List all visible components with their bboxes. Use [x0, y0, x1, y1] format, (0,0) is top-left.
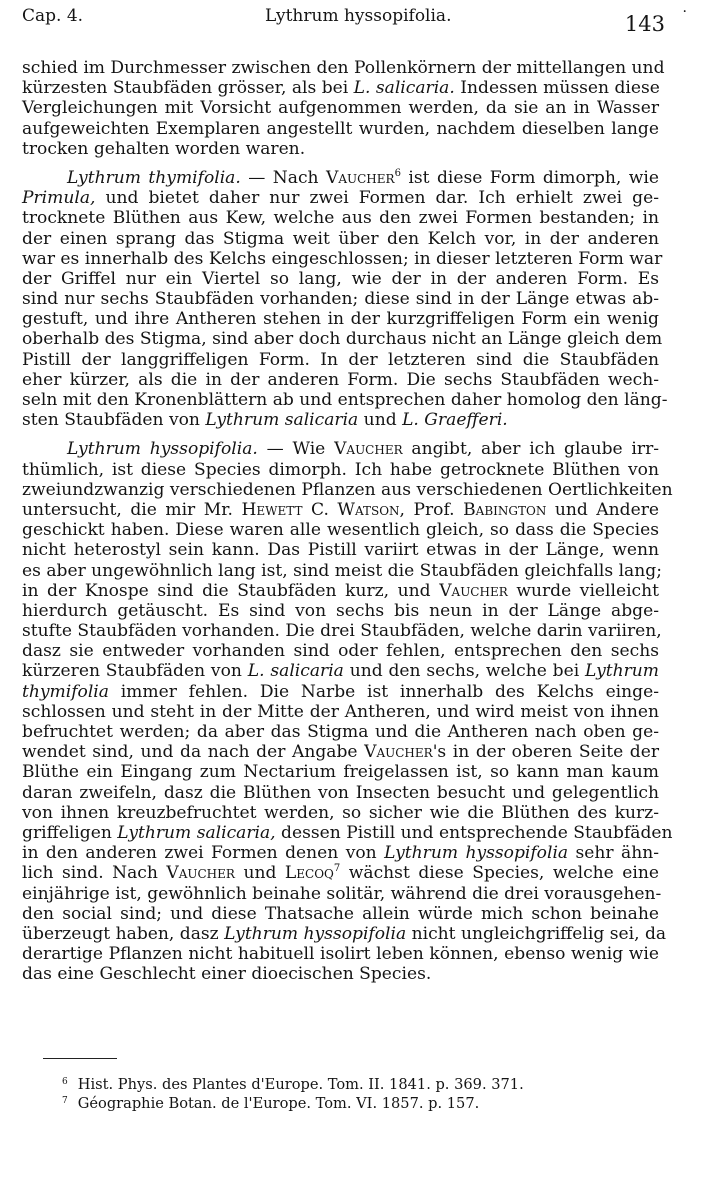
paragraph-gap: [22, 159, 659, 168]
italic-run: Lythrum salicaria,: [117, 822, 276, 843]
text-run: Pistill der langgriffeligen Form. In der letzteren sind die Staubfäden: [22, 349, 659, 370]
text-run: geschickt haben. Diese waren alle wesentlich gleich, so dass die Species: [22, 520, 659, 541]
text-run: und den sechs, welche bei: [343, 661, 586, 682]
text-line: [22, 98, 659, 118]
footnote-ref: 7: [333, 863, 341, 875]
footnote-text: Hist. Phys. des Plantes d'Europe. Tom. II. 1841. p. 369. 371.: [77, 1076, 524, 1093]
text-run: sind nur sechs Staubfäden vorhanden; diese sind in der Länge etwas ab-: [22, 289, 659, 310]
text-run: dasz sie entweder vorhanden sind oder fehlen, entsprechen den sechs: [22, 641, 659, 662]
italic-run: L. Graefferi.: [402, 410, 508, 431]
text-line: [22, 621, 662, 642]
paragraph-1: [22, 58, 665, 159]
text-run: immer fehlen. Die Narbe ist innerhalb des Kelchs einge-: [108, 681, 659, 702]
text-run: in der Knospe sind die Staubfäden kurz, und: [22, 580, 440, 601]
text-line: [22, 904, 659, 924]
text-line: [22, 410, 659, 430]
text-line: [22, 581, 659, 601]
small-caps-name: Vaucher: [364, 742, 433, 763]
small-caps-name: Vaucher: [325, 167, 395, 188]
text-run: C.: [302, 499, 338, 520]
footnote-ref: 6: [394, 167, 401, 179]
text-line: [22, 139, 659, 159]
italic-run: Lythrum hyssopifolia: [224, 923, 407, 944]
text-run: der einen sprang das Stigma weit über den Kelch vor, in der anderen: [22, 228, 659, 249]
text-run: und bietet daher nur zwei Formen dar. Ich erhielt zwei ge-: [95, 188, 659, 209]
text-line: [22, 762, 659, 782]
text-line: [22, 560, 662, 581]
text-line: [22, 803, 659, 823]
paragraph-2: [22, 167, 668, 431]
text-line: [22, 208, 659, 228]
small-caps-name: Vaucher: [439, 580, 508, 601]
italic-run: Lythrum hyssopifolia: [384, 843, 569, 864]
italic-run: Lythrum salicaria: [205, 410, 359, 431]
text-run: wurde vielleicht: [507, 580, 659, 601]
text-run: war es innerhalb des Kelchs eingeschlossen; in dieser letzteren Form war: [22, 248, 663, 269]
running-header: [22, 4, 687, 36]
text-run: und: [358, 410, 403, 431]
small-caps-name: Babington: [463, 499, 547, 520]
text-run: dessen Pistill und entsprechende Staubfäden: [275, 822, 673, 843]
text-line: [22, 641, 659, 661]
text-run: — Wie: [257, 439, 335, 460]
footnotes: [62, 1076, 524, 1113]
text-line: [22, 923, 667, 944]
text-run: sehr ähn-: [568, 843, 659, 864]
text-run: und Andere: [546, 499, 659, 520]
text-run: untersucht, die mir Mr.: [22, 499, 242, 520]
text-run: zweiundzwanzig verschiedenen Pflanzen aus verschiedenen Oertlichkeiten: [22, 479, 673, 500]
text-run: und: [234, 863, 285, 884]
text-run: befruchtet werden; da aber das Stigma und die Antheren nach oben ge-: [22, 722, 659, 742]
text-line: [22, 742, 659, 762]
text-line: [22, 702, 659, 722]
text-run: stufte Staubfäden vorhanden. Die drei Staubfäden, welche darin variiren,: [22, 621, 662, 642]
text-run: einjährige ist, gewöhnlich beinahe solitär, während die drei vorausgehen-: [22, 883, 662, 904]
italic-run: L. salicaria.: [353, 78, 455, 99]
paragraph-3: [22, 439, 673, 985]
text-run: nicht heterostyl sein kann. Das Pistill variirt etwas in der Länge, wenn: [22, 540, 659, 561]
text-line: [22, 329, 663, 350]
text-run: kürzeren Staubfäden von: [22, 661, 248, 682]
text-run: , Prof.: [399, 499, 464, 520]
text-run: wächst diese Species, welche eine: [340, 863, 659, 884]
text-run: trocken gehalten worden waren.: [22, 138, 306, 159]
text-line: [22, 168, 659, 188]
text-run: nicht ungleichgriffelig sei, da: [406, 923, 667, 944]
small-caps-name: Vaucher: [166, 863, 235, 884]
text-line: [22, 682, 659, 702]
text-run: gestuft, und ihre Antheren stehen in der kurzgriffeligen Form ein wenig: [22, 309, 659, 330]
footnote-rule: [43, 1058, 117, 1059]
text-run: angibt, aber ich glaube irr-: [402, 439, 660, 460]
chapter-label: Cap. 4.: [22, 6, 84, 26]
footnote-mark: 7: [62, 1095, 68, 1106]
text-line: [22, 229, 659, 249]
text-run: lich sind. Nach: [22, 863, 167, 884]
text-run: griffeligen: [22, 822, 118, 843]
text-line: [22, 500, 659, 520]
text-line: [22, 188, 659, 208]
text-line: [22, 944, 659, 964]
small-caps-name: Watson: [337, 499, 400, 520]
italic-run: Primula,: [22, 188, 96, 209]
text-line: [22, 248, 663, 269]
text-run: der Griffel nur ein Viertel so lang, wie der in der anderen Form. Es: [22, 268, 659, 289]
text-run: Indessen müssen diese: [454, 78, 660, 99]
text-run: aufgeweichten Exemplaren angestellt wurden, nachdem dieselben lange: [22, 118, 659, 139]
text-line: [22, 119, 659, 139]
text-run: es aber ungewöhnlich lang ist, sind meist die Staubfäden gleichfalls lang;: [22, 560, 662, 581]
text-line: [22, 370, 659, 390]
text-run: oberhalb des Stigma, sind aber doch durchaus nicht an Länge gleich dem: [22, 329, 663, 350]
text-run: von ihnen kreuzbefruchtet werden, so sicher wie die Blüthen des kurz-: [22, 802, 659, 823]
text-run: in den anderen zwei Formen denen von: [22, 843, 385, 864]
text-run: 's in der oberen Seite der: [432, 742, 660, 763]
text-run: schlossen und steht in der Mitte der Antheren, und wird meist von ihnen: [22, 701, 659, 722]
text-run: sten Staubfäden von: [22, 410, 206, 431]
text-run: überzeugt haben, dasz: [22, 923, 225, 944]
paragraph-gap: [22, 430, 659, 439]
text-run: wendet sind, und da nach der Angabe: [22, 742, 365, 763]
text-line: [22, 520, 659, 540]
margin-mark: ·: [682, 4, 687, 20]
text-run: schied im Durchmesser zwischen den Pollenkörnern der mittellangen und: [22, 58, 665, 78]
text-line: [22, 309, 659, 329]
text-line: [22, 783, 659, 803]
text-run: derartige Pflanzen nicht habituell isolirt leben können, ebenso wenig wie: [22, 944, 659, 965]
footnote-6: [62, 1076, 524, 1095]
italic-run: thymifolia: [22, 681, 109, 702]
text-line: [22, 460, 659, 480]
italic-run: Lythrum thymifolia.: [67, 167, 241, 188]
text-line: [22, 843, 659, 863]
footnote-text: Géographie Botan. de l'Europe. Tom. VI. 1857. p. 157.: [77, 1094, 480, 1112]
text-line: [22, 722, 659, 742]
text-run: den social sind; und diese Thatsache allein würde mich schon beinahe: [22, 903, 659, 924]
text-run: daran zweifeln, dasz die Blüthen von Insecten besucht und gelegentlich: [22, 782, 659, 803]
text-line: [22, 661, 659, 681]
text-run: ist diese Form dimorph, wie: [400, 167, 659, 188]
text-run: das eine Geschlecht einer dioecischen Species.: [22, 964, 432, 985]
footnote-7: [62, 1095, 524, 1114]
text-line: [22, 390, 668, 410]
text-line: [22, 58, 665, 78]
text-line: [22, 540, 659, 560]
text-line: [22, 78, 659, 98]
text-run: seln mit den Kronenblättern ab und entsprechen daher homolog den läng-: [22, 390, 668, 410]
body-text: [22, 58, 673, 985]
footnote-mark: 6: [62, 1077, 68, 1087]
text-run: — Nach: [240, 167, 326, 188]
italic-run: Lythrum hyssopifolia.: [67, 439, 258, 460]
italic-run: Lythrum: [585, 661, 659, 682]
italic-run: L. salicaria: [247, 661, 344, 682]
text-run: Blüthe ein Eingang zum Nectarium freigelassen ist, so kann man kaum: [22, 762, 659, 783]
small-caps-name: Vaucher: [334, 439, 403, 460]
text-run: kürzesten Staubfäden grösser, als bei: [22, 78, 354, 99]
running-title: Lythrum hyssopifolia.: [265, 6, 452, 26]
text-line: [22, 289, 659, 309]
text-line: [22, 883, 662, 904]
text-line: [22, 269, 659, 289]
text-line: [22, 863, 659, 883]
text-line: [22, 350, 659, 370]
text-line: [22, 439, 659, 459]
page-number: 143: [624, 12, 665, 36]
small-caps-name: Lecoq: [284, 863, 334, 884]
text-line: [22, 601, 659, 621]
text-run: thümlich, ist diese Species dimorph. Ich habe getrocknete Blüthen von: [22, 459, 659, 480]
text-run: eher kürzer, als die in der anderen Form. Die sechs Staubfäden wech-: [22, 369, 659, 390]
small-caps-name: Hewett: [241, 499, 303, 520]
text-line: [22, 964, 659, 984]
text-run: trocknete Blüthen aus Kew, welche aus den zwei Formen bestanden; in: [22, 208, 659, 229]
text-run: hierdurch getäuscht. Es sind von sechs bis neun in der Länge abge-: [22, 600, 659, 621]
text-run: Vergleichungen mit Vorsicht aufgenommen werden, da sie an in Wasser: [22, 98, 659, 119]
text-line: [22, 822, 673, 843]
text-line: [22, 479, 673, 500]
